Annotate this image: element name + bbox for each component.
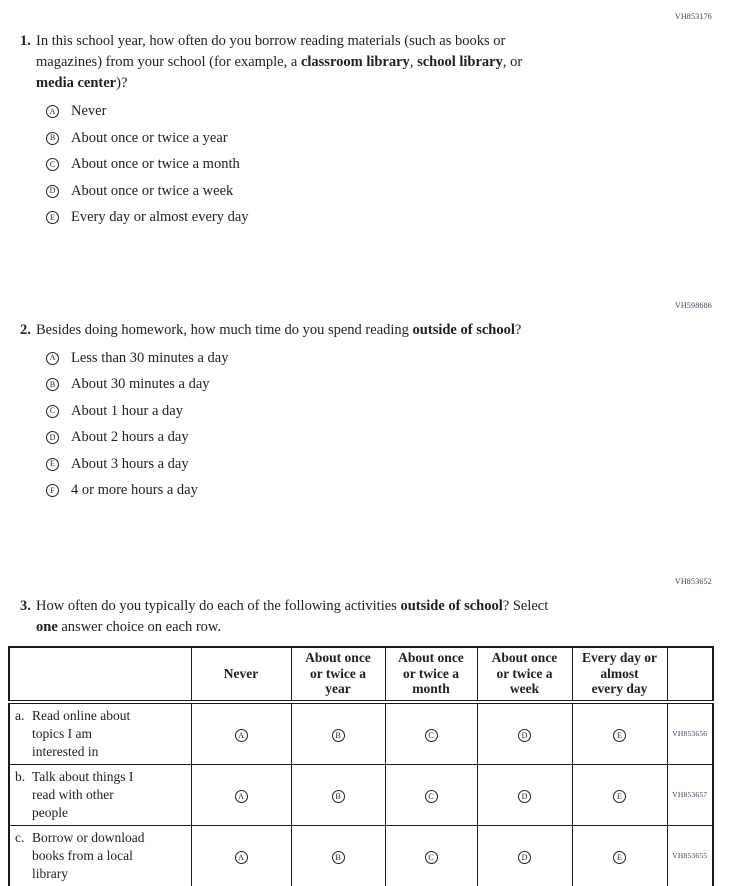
option-label: About 2 hours a day: [71, 429, 189, 446]
question-1-section: [0, 12, 740, 229]
question-1-code: VH853176: [674, 12, 712, 21]
question-2-text: Besides doing homework, how much time do you spend reading outside of school?: [36, 321, 522, 338]
option-label: Less than 30 minutes a day: [71, 349, 229, 366]
option-bubble-c-icon[interactable]: C: [425, 729, 438, 742]
option-bubble-a-icon[interactable]: A: [235, 729, 248, 742]
option-cell: [385, 764, 477, 825]
option-label: About once or twice a month: [71, 156, 240, 173]
option-cell: [385, 825, 477, 886]
table-row-a: [9, 702, 713, 765]
row-letter: b.: [15, 768, 26, 784]
row-label-cell: [9, 702, 191, 765]
option-label: About once or twice a year: [71, 129, 228, 146]
answer-option[interactable]: [46, 374, 740, 396]
option-label: About 3 hours a day: [71, 455, 189, 472]
answer-option[interactable]: [46, 480, 740, 502]
question-2-number: 2.: [20, 321, 31, 338]
row-label-text: Talk about things I read with other people: [32, 768, 134, 820]
option-label: Every day or almost every day: [71, 209, 249, 226]
option-cell: [191, 764, 291, 825]
option-bubble-b-icon[interactable]: B: [332, 851, 345, 864]
option-label: Never: [71, 103, 107, 120]
table-header-row: [9, 647, 713, 702]
option-cell: [191, 702, 291, 765]
column-header-year: About once or twice a year: [291, 647, 385, 702]
option-bubble-e-icon[interactable]: E: [613, 729, 626, 742]
option-bubble-f-icon[interactable]: F: [46, 484, 59, 497]
question-3-text: How often do you typically do each of the following activities outside of school? Select one answer choice on each row.: [36, 597, 549, 635]
question-2-body: [20, 320, 740, 341]
option-bubble-d-icon[interactable]: D: [518, 790, 531, 803]
table-row-b: [9, 764, 713, 825]
option-cell: [477, 702, 572, 765]
option-bubble-b-icon[interactable]: B: [332, 790, 345, 803]
answer-option[interactable]: [46, 181, 740, 203]
option-bubble-e-icon[interactable]: E: [613, 851, 626, 864]
option-bubble-e-icon[interactable]: E: [46, 458, 59, 471]
option-bubble-b-icon[interactable]: B: [46, 132, 59, 145]
row-label-cell: [9, 825, 191, 886]
question-2-section: [0, 301, 740, 502]
item-code-cell: VH853656: [667, 702, 713, 765]
table-row-c: [9, 825, 713, 886]
column-header-never: Never: [191, 647, 291, 702]
option-bubble-d-icon[interactable]: D: [46, 185, 59, 198]
row-label-text: Borrow or download books from a local library: [32, 829, 145, 881]
option-cell: [572, 764, 667, 825]
option-bubble-e-icon[interactable]: E: [46, 211, 59, 224]
question-1-text: In this school year, how often do you borrow reading materials (such as books or magazines) from your school (for example, a classroom library, school library, or media center)?: [36, 33, 523, 91]
answer-option[interactable]: [46, 154, 740, 176]
answer-option[interactable]: [46, 348, 740, 370]
option-cell: [477, 825, 572, 886]
question-1-body: [20, 31, 740, 94]
row-letter: a.: [15, 707, 25, 723]
answer-option[interactable]: [46, 101, 740, 123]
row-label-cell: [9, 764, 191, 825]
question-2-options-list: [46, 348, 740, 502]
answer-option[interactable]: [46, 454, 740, 476]
option-cell: [291, 764, 385, 825]
answer-option[interactable]: [46, 427, 740, 449]
row-label-text: Read online about topics I am interested in: [32, 707, 131, 759]
column-header-week: About once or twice a week: [477, 647, 572, 702]
answer-option[interactable]: [46, 128, 740, 150]
column-header-everyday: Every day or almost every day: [572, 647, 667, 702]
item-code-cell: VH853657: [667, 764, 713, 825]
option-cell: [572, 702, 667, 765]
option-label: About 30 minutes a day: [71, 376, 210, 393]
question-1-options-list: [46, 101, 740, 229]
option-cell: [191, 825, 291, 886]
question-3-code: VH853652: [674, 576, 712, 586]
option-bubble-b-icon[interactable]: B: [332, 729, 345, 742]
answer-option[interactable]: [46, 207, 740, 229]
option-bubble-a-icon[interactable]: A: [235, 851, 248, 864]
option-bubble-b-icon[interactable]: B: [46, 378, 59, 391]
code-column-header: [667, 647, 713, 702]
option-bubble-a-icon[interactable]: A: [46, 105, 59, 118]
question-1-number: 1.: [20, 33, 31, 49]
option-label: About once or twice a week: [71, 182, 234, 199]
option-cell: [385, 702, 477, 765]
answer-option[interactable]: [46, 401, 740, 423]
option-cell: [291, 702, 385, 765]
option-label: 4 or more hours a day: [71, 482, 198, 499]
option-bubble-a-icon[interactable]: A: [46, 352, 59, 365]
option-bubble-d-icon[interactable]: D: [518, 729, 531, 742]
option-bubble-d-icon[interactable]: D: [518, 851, 531, 864]
option-cell: [477, 764, 572, 825]
option-cell: [291, 825, 385, 886]
option-bubble-a-icon[interactable]: A: [235, 790, 248, 803]
option-bubble-e-icon[interactable]: E: [613, 790, 626, 803]
question-3-number: 3.: [20, 597, 31, 614]
option-bubble-c-icon[interactable]: C: [46, 158, 59, 171]
question-3-section: [0, 577, 740, 886]
row-letter: c.: [15, 829, 25, 845]
column-header-month: About once or twice a month: [385, 647, 477, 702]
frequency-matrix-table: [8, 646, 714, 886]
option-bubble-c-icon[interactable]: C: [425, 851, 438, 864]
option-bubble-d-icon[interactable]: D: [46, 431, 59, 444]
item-code-cell: VH853655: [667, 825, 713, 886]
question-2-code: VH598686: [674, 300, 712, 310]
option-cell: [572, 825, 667, 886]
option-label: About 1 hour a day: [71, 402, 183, 419]
table-corner-cell: [9, 647, 191, 702]
question-3-body: [20, 596, 740, 638]
option-bubble-c-icon[interactable]: C: [46, 405, 59, 418]
option-bubble-c-icon[interactable]: C: [425, 790, 438, 803]
